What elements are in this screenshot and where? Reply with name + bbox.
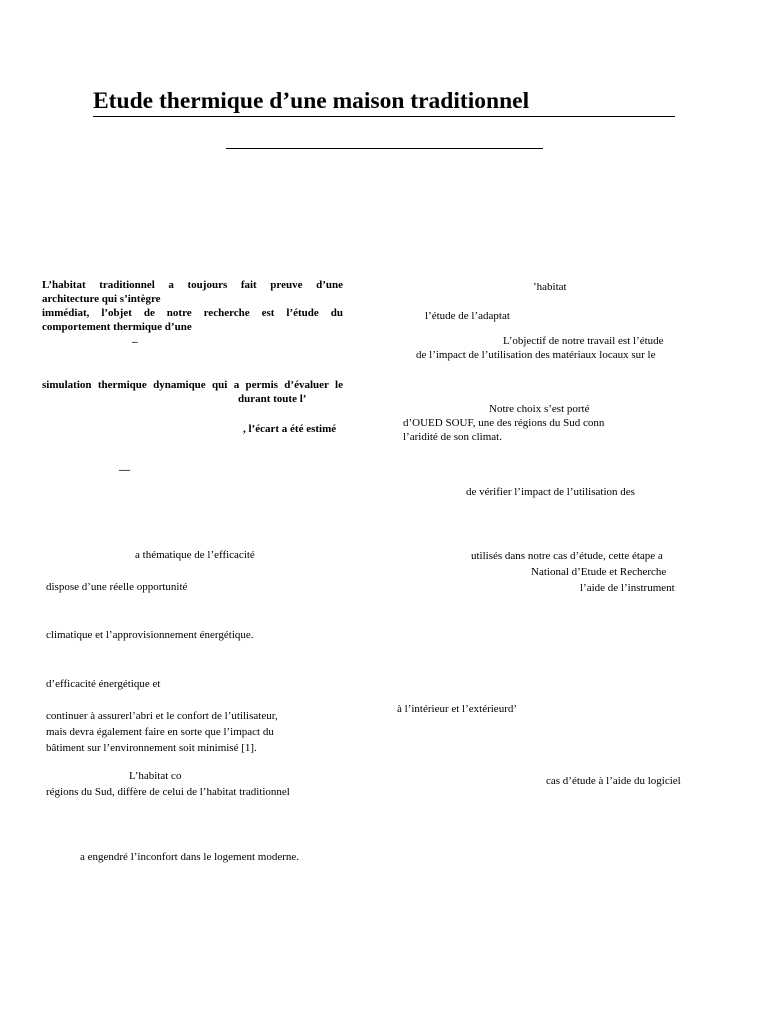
left-p5-line3: a engendré l’inconfort dans le logement moderne. [80,851,300,863]
right-line-logiciel: cas d’étude à l’aide du logiciel [546,775,681,787]
left-p4-line2: continuer à assurerl’abri et le confort de l’utilisateur, [46,710,278,722]
right-line-verifier: de vérifier l’impact de l’utilisation des [466,486,635,498]
left-p1-line1: L’habitat traditionnel a toujours fait preuve d’une [42,279,343,291]
left-p4-line4: bâtiment sur l’environnement soit minimisé [1]. [46,742,257,754]
left-p3-line2: dispose d’une réelle opportunité [46,581,188,593]
right-line-adaptat: l’étude de l’adaptat [425,310,510,322]
left-p4-line3: mais devra également faire en sorte que l’impact du [46,726,274,738]
right-line-instrument: l’aide de l’instrument [580,582,675,594]
right-line-utilises: utilisés dans notre cas d’étude, cette étape a [471,550,663,562]
right-line-impact: de l’impact de l’utilisation des matériaux locaux sur le [416,349,656,361]
title-underline-rule [226,148,543,149]
left-p2-line2: durant toute l’ [238,393,307,405]
left-p3-line1: a thématique de l’efficacité [135,549,255,561]
left-p2-dash: — [119,464,130,476]
left-p5-line1: L’habitat co [129,770,182,782]
left-p4-line1: d’efficacité énergétique et [46,678,161,690]
document-title: Etude thermique d’une maison traditionnel [93,86,675,117]
left-p3-line3: climatique et l’approvisionnement énergétique. [46,629,254,641]
right-line-objectif: L’objectif de notre travail est l’étude [503,335,664,347]
left-p2-line3: , l’écart a été estimé [243,423,337,435]
right-line-habitat: ’habitat [533,281,567,293]
left-p1-line4: comportement thermique d’une [42,321,192,333]
left-p2-line1: simulation thermique dynamique qui a permis d’évaluer le [42,379,343,391]
left-p1-dash: – [132,336,138,348]
left-p1-line2: architecture qui s’intègre [42,293,161,305]
right-line-aridite: l’aridité de son climat. [403,431,502,443]
right-line-interieur: à l’intérieur et l’extérieurd’ [397,703,518,715]
left-p5-line2: régions du Sud, diffère de celui de l’habitat traditionnel [46,786,290,798]
right-line-choix: Notre choix s’est porté [489,403,590,415]
right-line-national: National d’Etude et Recherche [531,566,667,578]
left-p1-line3: immédiat, l’objet de notre recherche est l’étude du [42,307,343,319]
right-line-oued-souf: d’OUED SOUF, une des régions du Sud conn [403,417,605,429]
